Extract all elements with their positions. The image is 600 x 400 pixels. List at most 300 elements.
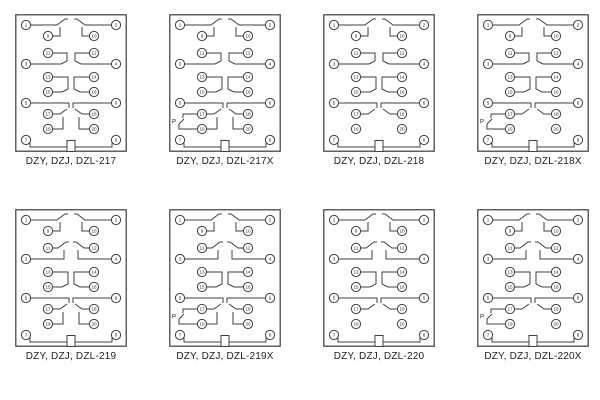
terminal-number-1: 1	[486, 217, 490, 223]
terminal-number-17: 17	[507, 306, 513, 312]
terminal-number-17: 17	[45, 111, 51, 117]
contact-group-4-wires	[339, 103, 377, 108]
contact-group-1-wires	[339, 214, 376, 220]
contact-group-1-wires	[185, 19, 222, 25]
diagram-label: DZY, DZJ, DZL-219X	[176, 351, 274, 362]
contact-group-2-wires	[361, 242, 377, 248]
terminal-number-16: 16	[553, 89, 559, 95]
contact-group-1-wires	[515, 27, 522, 36]
contact-group-3-wires	[207, 77, 222, 92]
contact-group-2-wires	[537, 53, 551, 64]
contact-group-3-wires	[361, 272, 376, 287]
terminal-number-9: 9	[46, 228, 50, 234]
terminal-number-9: 9	[200, 228, 204, 234]
terminal-number-20: 20	[553, 126, 559, 132]
terminal-number-20: 20	[399, 321, 405, 327]
p-switch-wires	[179, 314, 184, 319]
terminal-number-14: 14	[553, 74, 559, 80]
contact-group-3-wires	[382, 77, 397, 92]
terminal-number-8: 8	[114, 332, 118, 338]
terminal-number-20: 20	[91, 321, 97, 327]
contact-group-3-wires	[228, 272, 243, 287]
terminal-number-4: 4	[422, 61, 426, 67]
p-switch-wires	[487, 314, 492, 319]
terminal-number-18: 18	[91, 306, 97, 312]
contact-group-2-wires	[515, 53, 529, 64]
terminal-number-2: 2	[268, 22, 272, 28]
p-switch-label: P	[172, 314, 177, 321]
terminal-number-15: 15	[199, 284, 205, 290]
terminal-number-18: 18	[245, 306, 251, 312]
contact-group-4-wires	[361, 304, 375, 309]
diagram-border	[478, 15, 588, 151]
terminal-number-11: 11	[353, 245, 359, 251]
coil-symbol	[67, 141, 75, 152]
terminal-number-7: 7	[332, 137, 336, 143]
contact-group-4-wires	[381, 298, 419, 303]
terminal-number-3: 3	[178, 61, 182, 67]
terminal-number-11: 11	[353, 50, 359, 56]
terminal-number-7: 7	[486, 137, 490, 143]
terminal-number-17: 17	[199, 111, 205, 117]
terminal-number-10: 10	[553, 33, 559, 39]
diagram-border	[478, 210, 588, 346]
terminal-number-1: 1	[24, 217, 28, 223]
terminal-number-5: 5	[178, 295, 182, 301]
terminal-number-17: 17	[507, 111, 513, 117]
contact-group-4-changeover-wires	[79, 117, 89, 129]
relay-contact-diagram	[323, 209, 435, 347]
terminal-number-2: 2	[576, 217, 580, 223]
diagram-figure-4	[477, 14, 589, 167]
relay-contact-diagram	[477, 14, 589, 152]
terminal-number-10: 10	[245, 33, 251, 39]
terminal-number-18: 18	[399, 111, 405, 117]
contact-group-1-wires	[82, 222, 89, 231]
terminal-number-5: 5	[24, 100, 28, 106]
contact-group-4-wires	[73, 298, 111, 303]
terminal-number-20: 20	[91, 126, 97, 132]
diagram-figure-7	[323, 209, 435, 362]
terminal-number-2: 2	[422, 22, 426, 28]
terminal-number-16: 16	[553, 284, 559, 290]
contact-group-2-wires	[515, 242, 531, 248]
contact-group-4-wires	[31, 103, 69, 108]
contact-group-4-wires	[493, 103, 531, 108]
terminal-number-16: 16	[399, 284, 405, 290]
p-switch-wires	[183, 114, 197, 118]
terminal-number-5: 5	[332, 100, 336, 106]
terminal-number-13: 13	[507, 269, 513, 275]
terminal-number-3: 3	[486, 61, 490, 67]
terminal-number-6: 6	[422, 100, 426, 106]
contact-group-4-wires	[227, 103, 265, 108]
terminal-number-4: 4	[268, 61, 272, 67]
terminal-number-9: 9	[200, 33, 204, 39]
contact-group-3-wires	[536, 77, 551, 92]
contact-group-1-wires	[228, 214, 265, 220]
contact-group-4-wires	[537, 304, 551, 309]
contact-group-1-wires	[31, 19, 68, 25]
contact-group-4-wires	[207, 109, 221, 114]
terminal-number-14: 14	[245, 74, 251, 80]
terminal-number-11: 11	[45, 245, 51, 251]
contact-group-1-wires	[236, 27, 243, 36]
contact-group-1-wires	[536, 19, 573, 25]
coil-symbol	[375, 336, 383, 347]
contact-group-1-wires	[53, 222, 60, 231]
contact-group-3-wires	[74, 272, 89, 287]
contact-group-2-wires	[229, 53, 243, 64]
terminal-number-4: 4	[114, 61, 118, 67]
terminal-number-16: 16	[245, 89, 251, 95]
terminal-number-7: 7	[24, 137, 28, 143]
terminal-number-18: 18	[399, 306, 405, 312]
terminal-number-7: 7	[178, 137, 182, 143]
contact-group-1-wires	[515, 222, 522, 231]
terminal-number-20: 20	[399, 126, 405, 132]
terminal-number-15: 15	[199, 89, 205, 95]
contact-group-4-wires	[535, 103, 573, 108]
terminal-number-19: 19	[507, 126, 513, 132]
terminal-number-12: 12	[553, 50, 559, 56]
contact-group-4-wires	[383, 304, 397, 309]
contact-group-1-wires	[361, 27, 368, 36]
terminal-number-17: 17	[199, 306, 205, 312]
diagram-label: DZY, DZJ, DZL-220X	[484, 351, 582, 362]
contact-group-2-wires	[75, 53, 89, 64]
terminal-number-8: 8	[576, 332, 580, 338]
relay-contact-diagram	[477, 209, 589, 347]
p-switch-wires	[487, 319, 505, 324]
terminal-number-13: 13	[45, 269, 51, 275]
terminal-number-13: 13	[199, 269, 205, 275]
terminal-number-5: 5	[486, 295, 490, 301]
contact-group-1-wires	[74, 214, 111, 220]
terminal-number-1: 1	[332, 22, 336, 28]
terminal-number-1: 1	[178, 22, 182, 28]
terminal-number-11: 11	[199, 50, 205, 56]
contact-group-4-wires	[185, 103, 223, 108]
terminal-number-2: 2	[576, 22, 580, 28]
contact-group-4-wires	[493, 298, 531, 303]
terminal-number-8: 8	[576, 137, 580, 143]
contact-group-4-wires	[185, 298, 223, 303]
contact-group-2-wires	[535, 242, 551, 248]
terminal-number-10: 10	[91, 228, 97, 234]
terminal-number-2: 2	[422, 217, 426, 223]
contact-group-2-wires	[227, 242, 243, 248]
contact-group-1-wires	[544, 222, 551, 231]
contact-group-1-wires	[339, 19, 376, 25]
contact-group-3-wires	[536, 272, 551, 287]
contact-group-1-wires	[185, 214, 222, 220]
contact-group-4-wires	[75, 109, 89, 114]
terminal-number-10: 10	[399, 33, 405, 39]
terminal-number-20: 20	[245, 126, 251, 132]
contact-group-1-wires	[544, 27, 551, 36]
terminal-number-8: 8	[268, 332, 272, 338]
contact-group-4-wires	[207, 304, 221, 309]
terminal-number-11: 11	[507, 245, 513, 251]
contact-group-2-wires	[53, 242, 69, 248]
terminal-number-19: 19	[199, 126, 205, 132]
terminal-number-19: 19	[353, 126, 359, 132]
terminal-number-11: 11	[45, 50, 51, 56]
coil-symbol	[375, 141, 383, 152]
coil-symbol	[529, 141, 537, 152]
terminal-number-19: 19	[45, 126, 51, 132]
contact-group-1-wires	[390, 27, 397, 36]
contact-group-4-wires	[229, 109, 243, 114]
contact-group-3-wires	[361, 77, 376, 92]
contact-group-1-wires	[382, 19, 419, 25]
contact-group-1-wires	[536, 214, 573, 220]
contact-group-4-wires	[339, 298, 377, 303]
diagram-border	[324, 210, 434, 346]
terminal-number-14: 14	[553, 269, 559, 275]
contact-group-2-wires	[207, 242, 223, 248]
terminal-number-9: 9	[46, 33, 50, 39]
diagram-border	[324, 15, 434, 151]
contact-group-1-wires	[493, 19, 530, 25]
terminal-number-12: 12	[91, 50, 97, 56]
contact-group-2-wires	[207, 53, 221, 64]
terminal-number-12: 12	[245, 50, 251, 56]
coil-symbol	[221, 336, 229, 347]
terminal-number-1: 1	[178, 217, 182, 223]
p-switch-label: P	[480, 314, 485, 321]
terminal-number-14: 14	[245, 269, 251, 275]
contact-group-2-wires	[381, 242, 397, 248]
terminal-number-13: 13	[507, 74, 513, 80]
contact-group-4-wires	[73, 103, 111, 108]
contact-group-2-wires	[73, 242, 89, 248]
contact-group-1-wires	[361, 222, 368, 231]
terminal-number-19: 19	[199, 321, 205, 327]
diagram-label: DZY, DZJ, DZL-219	[25, 351, 117, 362]
terminal-number-10: 10	[245, 228, 251, 234]
terminal-number-14: 14	[91, 74, 97, 80]
contact-group-4-changeover-wires	[53, 312, 63, 324]
p-switch-wires	[487, 119, 492, 124]
contact-group-1-wires	[382, 214, 419, 220]
terminal-number-13: 13	[353, 74, 359, 80]
terminal-number-15: 15	[45, 89, 51, 95]
terminal-number-6: 6	[268, 100, 272, 106]
contact-group-4-wires	[535, 298, 573, 303]
terminal-number-19: 19	[353, 321, 359, 327]
relay-contact-diagram	[169, 14, 281, 152]
terminal-number-13: 13	[45, 74, 51, 80]
p-switch-label: P	[480, 119, 485, 126]
terminal-number-14: 14	[91, 269, 97, 275]
terminal-number-3: 3	[332, 61, 336, 67]
contact-group-3-wires	[382, 272, 397, 287]
terminal-number-15: 15	[353, 284, 359, 290]
terminal-number-3: 3	[24, 61, 28, 67]
diagram-figure-6	[169, 209, 281, 362]
contact-group-3-wires	[228, 77, 243, 92]
terminal-number-11: 11	[199, 245, 205, 251]
terminal-number-20: 20	[553, 321, 559, 327]
terminal-number-8: 8	[422, 137, 426, 143]
terminal-number-13: 13	[353, 269, 359, 275]
contact-group-2-wires	[53, 53, 67, 64]
relay-contact-diagram	[323, 14, 435, 152]
terminal-number-9: 9	[508, 228, 512, 234]
terminal-number-14: 14	[399, 269, 405, 275]
terminal-number-6: 6	[268, 295, 272, 301]
contact-group-3-wires	[207, 272, 222, 287]
terminal-number-5: 5	[24, 295, 28, 301]
terminal-number-8: 8	[268, 137, 272, 143]
contact-group-3-wires	[53, 272, 68, 287]
terminal-number-12: 12	[399, 50, 405, 56]
terminal-number-8: 8	[114, 137, 118, 143]
terminal-number-6: 6	[576, 295, 580, 301]
terminal-number-1: 1	[486, 22, 490, 28]
contact-group-3-wires	[515, 272, 530, 287]
p-switch-label: P	[172, 119, 177, 126]
terminal-number-19: 19	[507, 321, 513, 327]
terminal-number-12: 12	[399, 245, 405, 251]
contact-group-3-wires	[74, 77, 89, 92]
contact-group-4-changeover-wires	[53, 117, 63, 129]
diagram-border	[16, 210, 126, 346]
coil-symbol	[67, 336, 75, 347]
p-switch-wires	[487, 124, 505, 129]
relay-contact-diagram	[15, 14, 127, 152]
terminal-number-12: 12	[91, 245, 97, 251]
contact-group-4-wires	[53, 304, 67, 309]
contact-group-4-wires	[381, 103, 419, 108]
contact-group-4-changeover-wires	[233, 117, 243, 129]
terminal-number-9: 9	[508, 33, 512, 39]
terminal-number-10: 10	[399, 228, 405, 234]
terminal-number-4: 4	[422, 256, 426, 262]
terminal-number-2: 2	[114, 217, 118, 223]
diagram-figure-3	[323, 14, 435, 167]
terminal-number-17: 17	[45, 306, 51, 312]
contact-group-1-wires	[74, 19, 111, 25]
p-switch-wires	[183, 309, 197, 313]
relay-contact-diagram	[15, 209, 127, 347]
terminal-number-8: 8	[422, 332, 426, 338]
terminal-number-5: 5	[332, 295, 336, 301]
terminal-number-11: 11	[507, 50, 513, 56]
terminal-number-20: 20	[245, 321, 251, 327]
p-switch-wires	[179, 124, 197, 129]
contact-group-4-wires	[383, 109, 397, 114]
terminal-number-7: 7	[178, 332, 182, 338]
relay-contact-diagram	[169, 209, 281, 347]
terminal-number-1: 1	[332, 217, 336, 223]
terminal-number-15: 15	[507, 89, 513, 95]
coil-symbol	[529, 336, 537, 347]
terminal-number-18: 18	[553, 306, 559, 312]
terminal-number-5: 5	[178, 100, 182, 106]
contact-group-1-wires	[236, 222, 243, 231]
terminal-number-1: 1	[24, 22, 28, 28]
contact-group-3-wires	[53, 77, 68, 92]
contact-group-2-wires	[383, 53, 397, 64]
terminal-number-5: 5	[486, 100, 490, 106]
diagram-border	[170, 15, 280, 151]
contact-group-4-changeover-wires	[207, 312, 217, 324]
terminal-number-12: 12	[245, 245, 251, 251]
terminal-number-6: 6	[114, 295, 118, 301]
terminal-number-6: 6	[576, 100, 580, 106]
terminal-number-16: 16	[245, 284, 251, 290]
diagram-border	[170, 210, 280, 346]
contact-group-4-wires	[515, 304, 529, 309]
terminal-number-3: 3	[24, 256, 28, 262]
terminal-number-14: 14	[399, 74, 405, 80]
contact-group-1-wires	[31, 214, 68, 220]
diagram-border	[16, 15, 126, 151]
terminal-number-6: 6	[422, 295, 426, 301]
terminal-number-4: 4	[576, 61, 580, 67]
contact-group-4-changeover-wires	[233, 312, 243, 324]
contact-group-4-wires	[229, 304, 243, 309]
diagram-figure-2	[169, 14, 281, 167]
terminal-number-4: 4	[268, 256, 272, 262]
terminal-number-9: 9	[354, 228, 358, 234]
terminal-number-13: 13	[199, 74, 205, 80]
terminal-number-7: 7	[24, 332, 28, 338]
terminal-number-7: 7	[332, 332, 336, 338]
contact-group-4-wires	[227, 298, 265, 303]
terminal-number-19: 19	[45, 321, 51, 327]
terminal-number-15: 15	[507, 284, 513, 290]
terminal-number-3: 3	[486, 256, 490, 262]
terminal-number-17: 17	[353, 306, 359, 312]
contact-group-4-wires	[31, 298, 69, 303]
terminal-number-3: 3	[178, 256, 182, 262]
p-switch-wires	[491, 309, 505, 313]
terminal-number-10: 10	[553, 228, 559, 234]
contact-group-4-wires	[515, 109, 529, 114]
terminal-number-15: 15	[353, 89, 359, 95]
contact-group-1-wires	[82, 27, 89, 36]
diagram-label: DZY, DZJ, DZL-217	[25, 156, 117, 167]
contact-group-1-wires	[390, 222, 397, 231]
contact-group-4-changeover-wires	[207, 117, 217, 129]
terminal-number-10: 10	[91, 33, 97, 39]
contact-group-4-wires	[537, 109, 551, 114]
terminal-number-17: 17	[353, 111, 359, 117]
p-switch-wires	[179, 319, 197, 324]
terminal-number-12: 12	[553, 245, 559, 251]
contact-group-4-wires	[75, 304, 89, 309]
terminal-number-9: 9	[354, 33, 358, 39]
terminal-number-16: 16	[91, 284, 97, 290]
p-switch-wires	[491, 114, 505, 118]
contact-group-2-wires	[361, 53, 375, 64]
terminal-number-6: 6	[114, 100, 118, 106]
p-switch-wires	[179, 119, 184, 124]
diagram-label: DZY, DZJ, DZL-218	[333, 156, 425, 167]
terminal-number-18: 18	[553, 111, 559, 117]
coil-symbol	[221, 141, 229, 152]
terminal-number-2: 2	[268, 217, 272, 223]
contact-group-1-wires	[207, 222, 214, 231]
terminal-number-18: 18	[245, 111, 251, 117]
diagram-label: DZY, DZJ, DZL-218X	[484, 156, 582, 167]
diagram-figure-5	[15, 209, 127, 362]
contact-group-1-wires	[228, 19, 265, 25]
